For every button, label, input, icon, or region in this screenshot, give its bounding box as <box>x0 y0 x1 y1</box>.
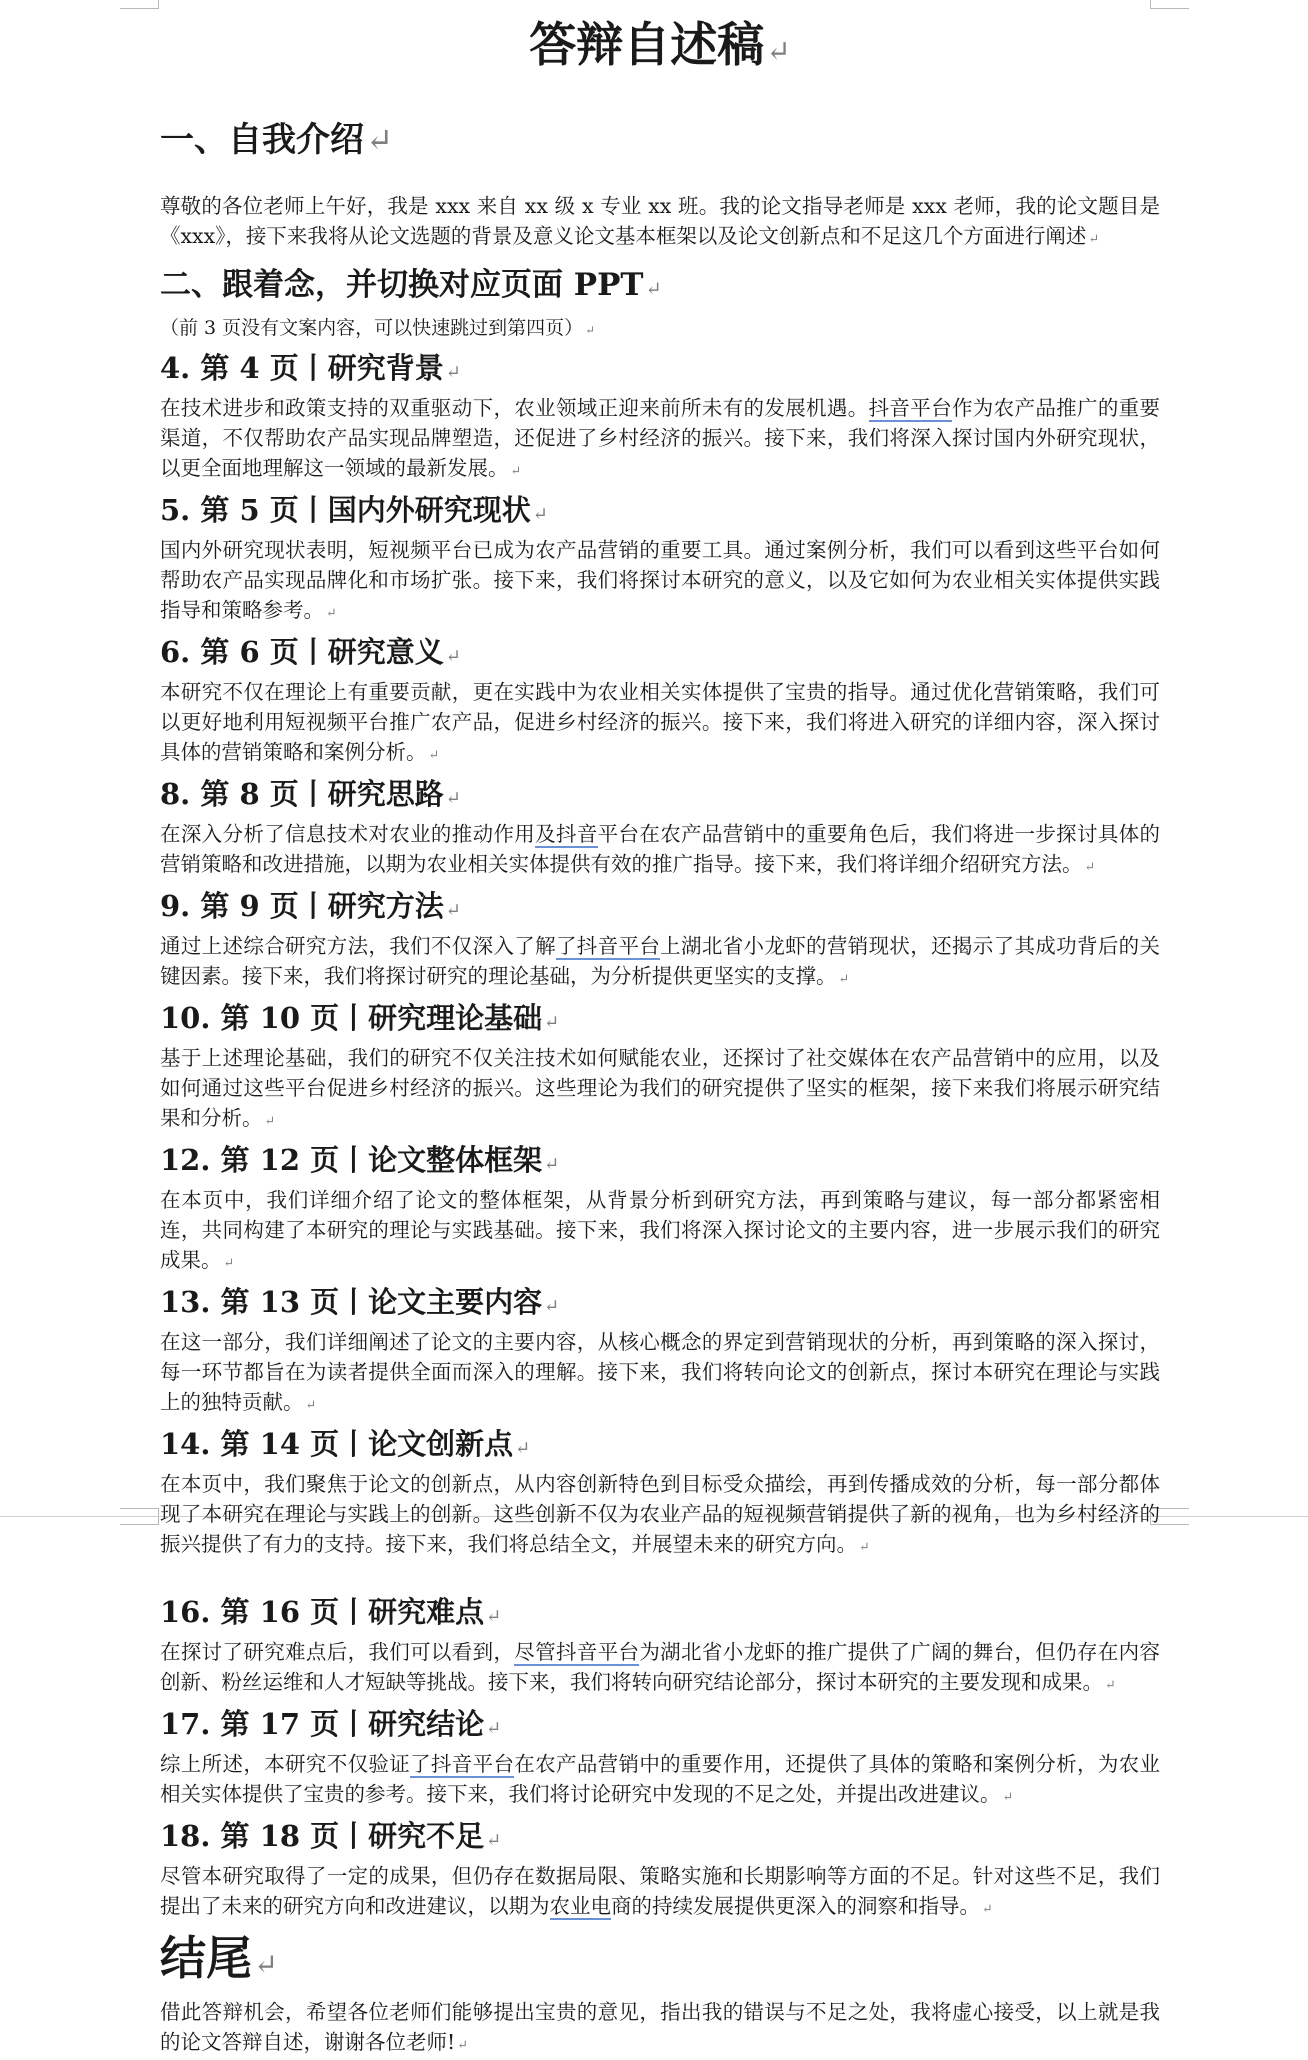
paragraph-mark: ↵ <box>515 1438 531 1459</box>
paragraph-mark: ↵ <box>838 971 850 986</box>
page-12-text: 在本页中，我们详细介绍了论文的整体框架，从背景分析到研究方法，再到策略与建议，每一部分都紧密相连，共同构建了本研究的理论与实践基础。接下来，我们将深入探讨论文的主要内容，进一步展示我们的研究成果。 <box>160 1188 1160 1272</box>
page-13-heading <box>160 1282 1160 1327</box>
end-paragraph <box>160 1997 1160 2060</box>
page-9-heading-text: 9. 第 9 页丨研究方法 <box>160 889 444 923</box>
page-8-heading <box>160 774 1160 819</box>
page-14-heading-text: 14. 第 14 页丨论文创新点 <box>160 1427 514 1461</box>
paragraph-mark: ↵ <box>1002 1789 1014 1804</box>
page-18-text-end: 商的持续发展提供更深入的洞察和指导。 <box>611 1894 980 1918</box>
paragraph-mark: ↵ <box>326 605 337 620</box>
paragraph-mark: ↵ <box>1084 859 1096 874</box>
intro-paragraph-text: 尊敬的各位老师上午好，我是 xxx 来自 xx 级 x 专业 xx 班。我的论文指导老师是 xxx 老师，我的论文题目是 《xxx》，接下来我将从论文选题的背景及意义论文基本框架以及论文创新点和不足这几个方面进行阐述 <box>160 194 1160 248</box>
page-13-paragraph <box>160 1327 1160 1420</box>
page-18-underlined-term: 农业电 <box>549 1894 611 1918</box>
document-body <box>160 0 1160 2060</box>
page-12-heading <box>160 1140 1160 1185</box>
paragraph-mark: ↵ <box>366 121 394 159</box>
page-5-text: 国内外研究现状表明，短视频平台已成为农产品营销的重要工具。通过案例分析，我们可以看到这些平台如何帮助农产品实现品牌化和市场扩张。接下来，我们将探讨本研究的意义，以及它如何为农业相关实体提供实践指导和策略参考。 <box>160 538 1160 622</box>
paragraph-mark: ↵ <box>445 788 461 809</box>
paragraph-mark: ↵ <box>445 900 461 921</box>
end-heading-text: 结尾 <box>160 1931 252 1985</box>
paragraph-mark: ↵ <box>486 1606 502 1627</box>
paragraph-mark: ↵ <box>428 747 440 762</box>
page-9-text-start: 通过上述综合研究方法，我们不仅深入了解 <box>160 934 556 958</box>
page-10-paragraph <box>160 1043 1160 1136</box>
page-break-spacer <box>160 1562 1160 1588</box>
page-10-text: 基于上述理论基础，我们的研究不仅关注技术如何赋能农业，还探讨了社交媒体在农产品营销中的应用，以及如何通过这些平台促进乡村经济的振兴。这些理论为我们的研究提供了坚实的框架，接下来我们将展示研究结果和分析。 <box>160 1046 1160 1130</box>
follow-note-text: （前 3 页没有文案内容，可以快速跳过到第四页） <box>160 317 584 339</box>
paragraph-mark: ↵ <box>486 1718 502 1739</box>
paragraph-mark: ↵ <box>445 362 461 383</box>
page-18-paragraph <box>160 1861 1160 1924</box>
page-4-paragraph <box>160 393 1160 486</box>
page-5-heading <box>160 490 1160 535</box>
paragraph-mark: ↵ <box>264 1113 276 1128</box>
page-8-text-start: 在深入分析了信息技术对农业的推动作用 <box>160 822 536 846</box>
document-title-text: 答辩自述稿 <box>529 18 765 73</box>
paragraph-mark: ↵ <box>585 323 596 337</box>
page-16-text-end: 为湖北省小龙虾的推广提供了广阔的舞台，但仍存在内容创新、粉丝运维和人才短缺等挑战。接下来，我们将转向研究结论部分，探讨本研究的主要发现和成果。 <box>160 1640 1161 1694</box>
page-14-text: 在本页中，我们聚焦于论文的创新点，从内容创新特色到目标受众描绘，再到传播成效的分析，每一部分都体现了本研究在理论与实践上的创新。这些创新不仅为农业产品的短视频营销提供了新的视角，也为乡村经济的振兴提供了有力的支持。接下来，我们将总结全文，并展望未来的研究方向。 <box>160 1472 1160 1556</box>
intro-heading <box>160 117 1160 163</box>
page-14-heading <box>160 1424 1160 1469</box>
paragraph-mark: ↵ <box>982 1901 993 1916</box>
page-17-heading-text: 17. 第 17 页丨研究结论 <box>160 1707 485 1741</box>
paragraph-mark: ↵ <box>532 504 548 525</box>
page-12-heading-text: 12. 第 12 页丨论文整体框架 <box>160 1143 543 1177</box>
page-4-underlined-term: 抖音平台 <box>868 396 952 420</box>
page-9-underlined-term: 了抖音平台 <box>555 934 661 958</box>
page-4-heading-text: 4. 第 4 页丨研究背景 <box>160 351 444 385</box>
page-18-heading-text: 18. 第 18 页丨研究不足 <box>160 1819 485 1853</box>
page-5-paragraph <box>160 535 1160 628</box>
page-6-paragraph <box>160 677 1160 770</box>
end-paragraph-text: 借此答辩机会，希望各位老师们能够提出宝贵的意见，指出我的错误与不足之处，我将虚心接受，以上就是我的论文答辩自述，谢谢各位老师! <box>160 2000 1160 2054</box>
follow-heading <box>160 262 1160 312</box>
paragraph-mark: ↵ <box>1105 1677 1116 1692</box>
page-16-underlined-term: 尽管抖音平台 <box>514 1640 640 1664</box>
page-corner-top-left <box>120 0 159 9</box>
paragraph-mark: ↵ <box>305 1397 317 1412</box>
page-5-heading-text: 5. 第 5 页丨国内外研究现状 <box>160 493 531 527</box>
page-12-paragraph <box>160 1185 1160 1278</box>
page-8-text-end: 平台在农产品营销中的重要角色后，我们将进一步探讨具体的营销策略和改进措施，以期为农业相关实体提供有效的推广指导。接下来，我们将详细介绍研究方法。 <box>160 822 1161 876</box>
page-17-text-end: 在农产品营销中的重要作用，还提供了具体的策略和案例分析，为农业相关实体提供了宝贵的参考。接下来，我们将讨论研究中发现的不足之处，并提出改进建议。 <box>160 1752 1161 1806</box>
page-4-heading <box>160 348 1160 393</box>
page-18-heading <box>160 1816 1160 1861</box>
paragraph-mark: ↵ <box>223 1255 235 1270</box>
page-17-paragraph <box>160 1749 1160 1812</box>
page-14-paragraph <box>160 1469 1160 1562</box>
page-17-text-start: 综上所述，本研究不仅验证 <box>160 1752 411 1776</box>
page-6-heading <box>160 632 1160 677</box>
page-16-text-start: 在探讨了研究难点后，我们可以看到， <box>160 1640 515 1664</box>
paragraph-mark: ↵ <box>486 1830 502 1851</box>
page-17-underlined-term: 了抖音平台 <box>410 1752 515 1776</box>
page2-corner-top-left <box>120 1517 159 1525</box>
page-9-heading <box>160 886 1160 931</box>
page-13-heading-text: 13. 第 13 页丨论文主要内容 <box>160 1285 543 1319</box>
page-4-text-end: 作为农产品推广的重要渠道，不仅帮助农产品实现品牌塑造，还促进了乡村经济的振兴。接下来，我们将深入探讨国内外研究现状，以更全面地理解这一领域的最新发展。 <box>160 396 1161 480</box>
page-9-paragraph <box>160 931 1160 994</box>
paragraph-mark: ↵ <box>544 1296 560 1317</box>
paragraph-mark: ↵ <box>645 277 662 300</box>
intro-paragraph <box>160 191 1160 254</box>
paragraph-mark: ↵ <box>544 1154 560 1175</box>
page-16-heading <box>160 1592 1160 1637</box>
intro-heading-text: 一、自我介绍 <box>160 120 364 160</box>
paragraph-mark: ↵ <box>544 1012 560 1033</box>
page-6-heading-text: 6. 第 6 页丨研究意义 <box>160 635 444 669</box>
page-8-paragraph <box>160 819 1160 882</box>
page-9-text-end: 上湖北省小龙虾的营销现状，还揭示了其成功背后的关键因素。接下来，我们将探讨研究的理论基础，为分析提供更坚实的支撑。 <box>160 934 1161 988</box>
page-10-heading-text: 10. 第 10 页丨研究理论基础 <box>160 1001 543 1035</box>
follow-heading-text: 二、跟着念，并切换对应页面 PPT <box>160 267 644 303</box>
paragraph-mark: ↵ <box>457 2037 468 2052</box>
follow-note <box>160 314 1160 344</box>
document-title <box>160 16 1160 81</box>
end-heading <box>160 1930 1160 1993</box>
page-16-heading-text: 16. 第 16 页丨研究难点 <box>160 1595 485 1629</box>
page-16-paragraph <box>160 1637 1160 1700</box>
page-8-heading-text: 8. 第 8 页丨研究思路 <box>160 777 444 811</box>
page-17-heading <box>160 1704 1160 1749</box>
paragraph-mark: ↵ <box>859 1539 870 1554</box>
paragraph-mark: ↵ <box>254 1948 278 1981</box>
paragraph-mark: ↵ <box>510 463 522 478</box>
paragraph-mark: ↵ <box>1088 231 1100 246</box>
page-6-text: 本研究不仅在理论上有重要贡献，更在实践中为农业相关实体提供了宝贵的指导。通过优化营销策略，我们可以更好地利用短视频平台推广农产品，促进乡村经济的振兴。接下来，我们将进入研究的详细内容，深入探讨具体的营销策略和案例分析。 <box>160 680 1160 764</box>
page-18-text-start: 尽管本研究取得了一定的成果，但仍存在数据局限、策略实施和长期影响等方面的不足。针对这些不足，我们提出了未来的研究方向和改进建议，以期为 <box>160 1864 1160 1918</box>
page-10-heading <box>160 998 1160 1043</box>
page-8-underlined-term: 及抖音 <box>535 822 598 846</box>
page-4-text-start: 在技术进步和政策支持的双重驱动下，农业领域正迎来前所未有的发展机遇。 <box>160 396 869 420</box>
page-corner-bottom-left <box>120 1508 159 1516</box>
paragraph-mark: ↵ <box>766 34 791 68</box>
paragraph-mark: ↵ <box>445 646 461 667</box>
page-13-text: 在这一部分，我们详细阐述了论文的主要内容，从核心概念的界定到营销现状的分析，再到策略的深入探讨，每一环节都旨在为读者提供全面而深入的理解。接下来，我们将转向论文的创新点，探讨本研究在理论与实践上的独特贡献。 <box>160 1330 1160 1414</box>
